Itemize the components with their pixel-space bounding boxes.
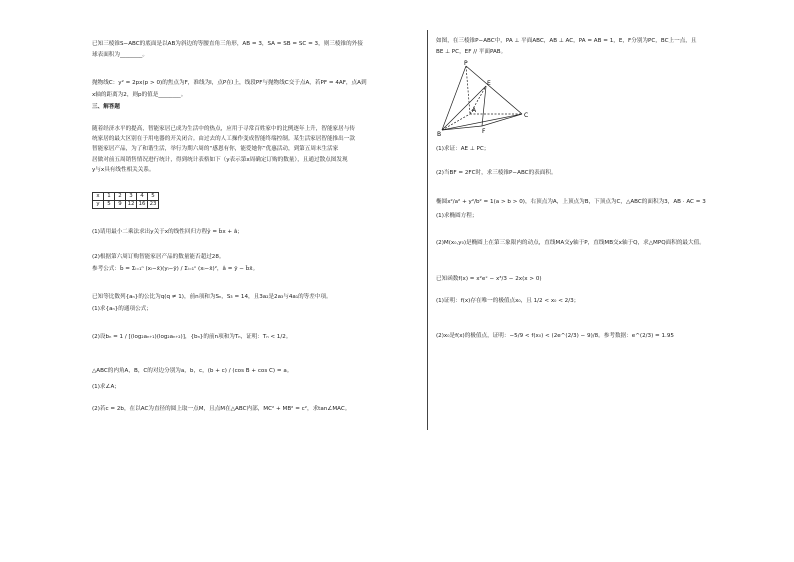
table-cell: 16 xyxy=(137,201,148,209)
problem-geometric-seq: 已知等比数列{aₙ}的公比为q(q ≠ 1)，前n项和为Sₙ，S₃ = 14，且3a₂是2a₃与4a₁的等差中项。 xyxy=(92,294,332,300)
question-angle-a: (1)求∠A； xyxy=(92,384,120,390)
table-cell: 1 xyxy=(104,193,115,201)
problem-function: 已知函数f(x) = x²eˣ − x³/3 − 2x(x > 0) xyxy=(436,276,542,282)
table-cell: 23 xyxy=(148,201,159,209)
question-fx0-bounds: (2)x₀是f(x)的极值点，证明：−5/9 < f(x₀) < (2e^(2/3) − 9)/8。参考数据：e^(2/3) = 1.95 xyxy=(436,333,674,339)
question-sum-proof: (2)设bₙ = 1 / [(log₂aₙ₊₁)(log₂aₙ₊₂)]，{bₙ}的前n项和为Tₙ，证明：Tₙ < 1/2。 xyxy=(92,334,292,340)
table-cell: 4 xyxy=(137,193,148,201)
table-row xyxy=(93,201,159,209)
problem-pyramid-line1: 如图，在三棱锥P−ABC中，PA ⊥ 平面ABC，AB ⊥ AC，PA = AB = 1，E，F分别为PC，BC上一点，且 xyxy=(436,38,697,44)
label-c: C xyxy=(524,112,529,119)
question-general-term: (1)求{aₙ}的通项公式； xyxy=(92,306,152,312)
question-forecast: (2)根据第六周订购智能家居产品的数量能否超过28。 xyxy=(92,254,225,260)
question-mpq-area: (2)M(x₀,y₀)是椭圆上在第三象限内的动点，直线MA交y轴于P，直线MB交x轴于Q，求△MPQ面积的最大值。 xyxy=(436,240,705,246)
problem-parabola-line2: x轴的距离为2，则p的值是________。 xyxy=(92,92,187,98)
question-extreme-point: (1)证明：f(x)存在唯一的极值点x₀，且 1/2 < x₀ < 2/3； xyxy=(436,298,580,304)
problem-sphere-line1: 已知三棱锥S−ABC的底面是以AB为斜边的等腰直角三角形，AB = 3，SA = SB = SC = 3，则三棱锥的外接 xyxy=(92,41,363,47)
table-cell: 2 xyxy=(115,193,126,201)
table-cell: 5 xyxy=(148,193,159,201)
section-heading: 三、解答题 xyxy=(92,104,120,110)
question-ellipse-equation: (1)求椭圆方程； xyxy=(436,213,478,219)
table-cell: x xyxy=(93,193,104,201)
problem-smart-home-line1: 随着经济水平的提高，智能家居已成为生活中的热点，应用于寻常百姓家中的比例逐年上升，智能家居与传 xyxy=(92,126,355,132)
table-cell: 9 xyxy=(115,201,126,209)
reference-formula: 参考公式：b̂ = Σᵢ₌₁ⁿ (xᵢ−x̄)(yᵢ−ȳ) / Σᵢ₌₁ⁿ (xᵢ−x̄)²，â = ȳ − b̂x̄。 xyxy=(92,266,259,272)
question-surface-area: (2)当BF = 2FC时，求三棱锥P−ABC的表面积。 xyxy=(436,170,557,176)
problem-smart-home-line2: 统家居的最大区别在于用电器的开关闭合。由过去的人工操作变成智能终端控制。某生活家居智能推出一款 xyxy=(92,136,355,142)
question-tan-mac: (2)若c = 2b，在以AC为直径的圆上取一点M，且点M在△ABC内部，MC² + MB² = c²，求tan∠MAC。 xyxy=(92,406,351,412)
problem-smart-home-line3: 智能家居产品，为了和谐生活，举行为期六周的“感恩有你，能爱她你”优惠活动，到第五周末生活家 xyxy=(92,146,339,152)
table-cell: 12 xyxy=(126,201,137,209)
data-table xyxy=(92,192,159,209)
problem-triangle: △ABC的内角A，B，C的对边分别为a，b，c，(b + c) / (cos B + cos C) = a。 xyxy=(92,368,293,374)
label-f: F xyxy=(482,128,486,135)
label-p: P xyxy=(464,60,468,67)
problem-sphere-line2: 球表面积为________。 xyxy=(92,52,148,58)
question-ae-perp-pc: (1)求证：AE ⊥ PC； xyxy=(436,146,490,152)
table-cell: 5 xyxy=(104,201,115,209)
label-e: E xyxy=(487,80,491,87)
problem-smart-home-line5: y与x具有线性相关关系。 xyxy=(92,167,155,173)
question-regression: (1)请用最小二乘法求出y关于x的线性回归方程ŷ = b̂x + â； xyxy=(92,229,243,235)
table-cell: y xyxy=(93,201,104,209)
label-a: A xyxy=(472,107,477,114)
problem-pyramid-line2: BE ⊥ PC，EF // 平面PAB。 xyxy=(436,49,507,55)
pyramid-figure xyxy=(436,60,532,138)
problem-smart-home-line4: 居做对前五周销售情况进行统计，得到统计表格如下（y表示第x周确定订购的数量），且通过散点图发现 xyxy=(92,157,348,163)
problem-parabola-line1: 抛物线C：y² = 2px(p > 0)的焦点为F，准线为l，点P在l上，线段PF与抛物线C交于点A，若PF = 4AF，点A到 xyxy=(92,80,367,86)
table-cell: 3 xyxy=(126,193,137,201)
table-row xyxy=(93,193,159,201)
column-divider xyxy=(427,30,428,430)
label-b: B xyxy=(437,131,442,138)
problem-ellipse: 椭圆x²/a² + y²/b² = 1(a > b > 0)，右顶点为A，上顶点为B，下顶点为C，△ABC的面积为3，AB · AC = 3 xyxy=(436,199,706,205)
